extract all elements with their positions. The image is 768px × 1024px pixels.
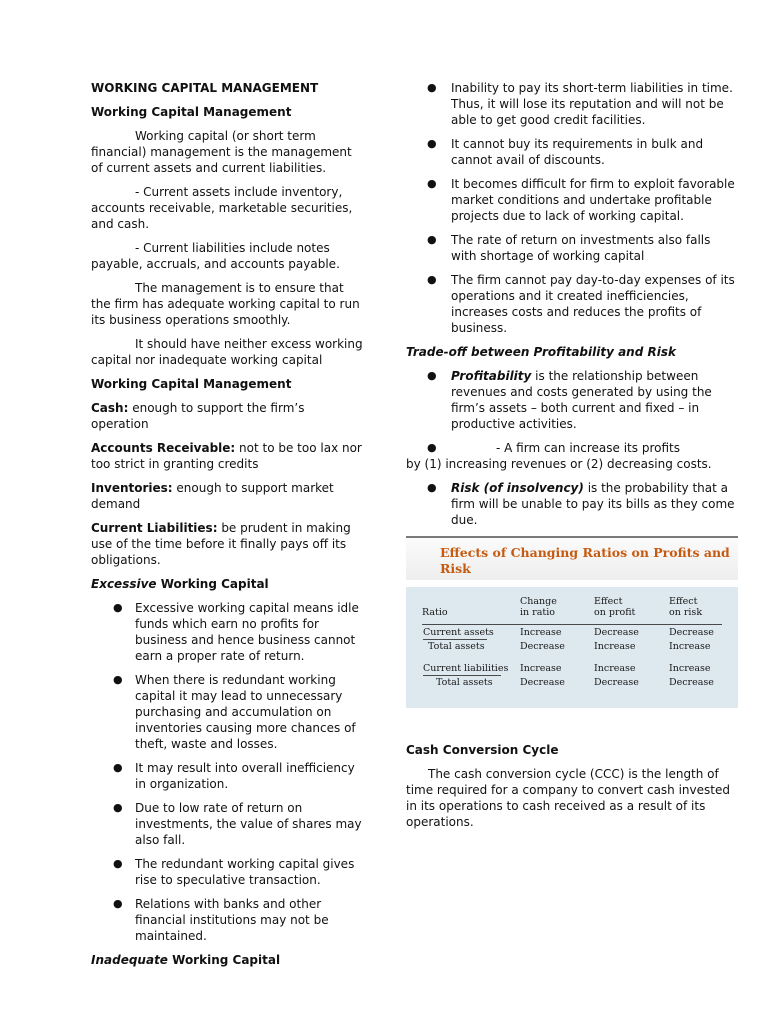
bullet-icon: ●	[113, 857, 123, 870]
definition-term: Accounts Receivable:	[91, 441, 236, 455]
right-column	[406, 80, 738, 838]
list-item: ● The firm cannot pay day-to-day expenses of its operations and it created inefficiencies, increases costs and reduces the profits of business.	[427, 273, 735, 335]
table-cell: Decrease	[520, 677, 565, 688]
paragraph: The cash conversion cycle (CCC) is the length of time required for a company to convert cash invested in its operations to cash received as a result of its operations.	[406, 767, 730, 829]
section-heading: Working Capital Management	[91, 377, 292, 391]
list-item: ● Risk (of insolvency) is the probability that a firm will be unable to pay its bills as they come due.	[427, 481, 735, 527]
ratio-numerator: Current liabilities	[423, 663, 509, 674]
paragraph: It should have neither excess working capital nor inadequate working capital	[91, 337, 363, 367]
list-item: ● Due to low rate of return on investments, the value of shares may also fall.	[113, 801, 362, 847]
figure-title: Effects of Changing Ratios on Profits and Risk	[440, 545, 730, 576]
tradeoff-bullet-list	[406, 368, 738, 528]
bullet-icon: ●	[113, 601, 123, 614]
header-rule	[422, 624, 722, 625]
definition-term: Inventories:	[91, 481, 173, 495]
table-cell: Increase	[520, 627, 562, 638]
column-header: in ratio	[520, 607, 555, 618]
definition-term: Current Liabilities:	[91, 521, 218, 535]
column-header: on profit	[594, 607, 636, 618]
paragraph: Working capital (or short term financial) management is the management of current assets and current liabilities.	[91, 129, 352, 175]
definition-text: not to be too lax nor too strict in granting credits	[91, 441, 362, 471]
paragraph: - Current liabilities include notes payable, accruals, and accounts payable.	[91, 241, 340, 271]
list-item: ● - A firm can increase its profits by (1) increasing revenues or (2) decreasing costs.	[406, 441, 712, 471]
inadequate-heading: Inadequate Working Capital	[91, 953, 281, 967]
list-item: ● When there is redundant working capital it may lead to unnecessary purchasing and accumulation on inventories causing more chances of theft, waste and losses.	[113, 673, 356, 751]
column-header: Effect	[669, 596, 698, 607]
table-cell: Increase	[669, 641, 711, 652]
table-cell: Increase	[669, 663, 711, 674]
bullet-icon: ●	[427, 273, 437, 286]
bullet-icon: ●	[113, 897, 123, 910]
definition-text: enough to support market demand	[91, 481, 334, 511]
bullet-icon: ●	[427, 81, 437, 94]
table-cell: Decrease	[669, 627, 714, 638]
definition-item	[91, 440, 363, 472]
table-cell: Decrease	[594, 677, 639, 688]
fraction-line	[423, 639, 487, 640]
definition-text: be prudent in making use of the time before it finally pays off its obligations.	[91, 521, 351, 567]
bullet-icon: ●	[427, 441, 437, 454]
table-cell: Increase	[594, 663, 636, 674]
left-column	[91, 80, 363, 976]
definition-item	[91, 520, 363, 568]
table-cell: Increase	[520, 663, 562, 674]
section-heading: Cash Conversion Cycle	[406, 743, 559, 757]
document-title: WORKING CAPITAL MANAGEMENT	[91, 81, 319, 95]
list-item: ● Excessive working capital means idle funds which earn no profits for business and hence business cannot earn a proper rate of return.	[113, 601, 359, 663]
column-header: Change	[520, 596, 557, 607]
ratios-table	[406, 587, 738, 708]
excessive-bullet-list	[91, 600, 363, 944]
ratio-denominator: Total assets	[436, 677, 493, 688]
bullet-icon: ●	[427, 369, 437, 382]
bullet-icon: ●	[113, 761, 123, 774]
list-item: ● It cannot buy its requirements in bulk and cannot avail of discounts.	[427, 137, 704, 167]
table-cell: Decrease	[520, 641, 565, 652]
definition-text: enough to support the firm’s operation	[91, 401, 305, 431]
ratios-figure	[406, 536, 738, 708]
bullet-icon: ●	[427, 481, 437, 494]
column-header: Ratio	[422, 607, 448, 618]
bullet-icon: ●	[427, 233, 437, 246]
column-header: Effect	[594, 596, 623, 607]
definition-item	[91, 480, 363, 512]
list-item: ● Relations with banks and other financial institutions may not be maintained.	[113, 897, 329, 943]
inadequate-bullet-list	[406, 80, 738, 336]
bullet-icon: ●	[427, 137, 437, 150]
fraction-line	[423, 675, 501, 676]
list-item: ● It becomes difficult for firm to exploit favorable market conditions and undertake profitable projects due to lack of working capital.	[427, 177, 735, 223]
spacer	[406, 708, 738, 742]
ratio-denominator: Total assets	[428, 641, 485, 652]
list-item: ● Inability to pay its short-term liabilities in time. Thus, it will lose its reputation and will not be able to get good credit facilities.	[427, 81, 733, 127]
list-item: ● Profitability is the relationship between revenues and costs generated by using the firm’s assets – both current and fixed – in productive activities.	[427, 369, 712, 431]
table-cell: Decrease	[594, 627, 639, 638]
bullet-icon: ●	[113, 673, 123, 686]
definition-item	[91, 400, 363, 432]
list-item: ● It may result into overall inefficiency in organization.	[113, 761, 355, 791]
list-item: ● The redundant working capital gives rise to speculative transaction.	[113, 857, 355, 887]
bullet-icon: ●	[113, 801, 123, 814]
section-heading: Working Capital Management	[91, 105, 292, 119]
bullet-icon: ●	[427, 177, 437, 190]
paragraph: The management is to ensure that the firm has adequate working capital to run its business operations smoothly.	[91, 281, 360, 327]
tradeoff-heading: Trade-off between Profitability and Risk	[406, 345, 676, 359]
table-cell: Increase	[594, 641, 636, 652]
definition-term: Cash:	[91, 401, 129, 415]
ratio-numerator: Current assets	[423, 627, 494, 638]
column-header: on risk	[669, 607, 703, 618]
list-item: ● The rate of return on investments also falls with shortage of working capital	[427, 233, 711, 263]
excessive-heading: Excessive Working Capital	[91, 577, 269, 591]
paragraph: - Current assets include inventory, accounts receivable, marketable securities, and cash.	[91, 185, 353, 231]
figure-header	[406, 538, 738, 580]
table-cell: Decrease	[669, 677, 714, 688]
